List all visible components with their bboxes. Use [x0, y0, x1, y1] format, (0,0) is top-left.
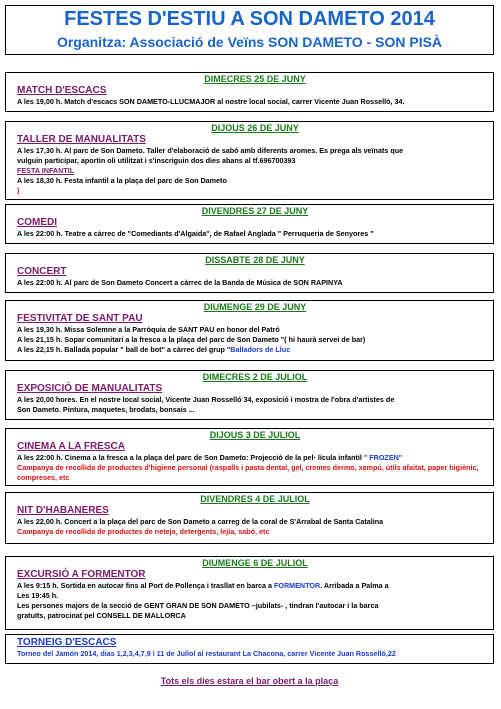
event-line: gratuïts, patrocinat pel CONSELL DE MALLORCA [17, 611, 186, 620]
event-line: A les 21,15 h. Sopar comunitari a la fresca a la plaça del parc de Son Dameto "( hi haurà servei de bar) [17, 335, 366, 344]
event-title: CINEMA A LA FRESCA [17, 441, 125, 452]
event-day: DIMECRES 25 DE JUNY [204, 74, 306, 84]
event-title: EXCURSIÓ A FORMENTOR [17, 569, 146, 580]
event-line-text: A les 9:15 h. Sortida en autocar fins al Port de Pollença i trasllat en barca a [17, 581, 274, 590]
event-line [17, 581, 493, 591]
event-box [5, 556, 494, 630]
event-day: DIJOUS 3 DE JULIOL [209, 430, 301, 440]
event-line: A les 19,30 h. Missa Solemne a la Parròquia de SANT PAU en honor del Patró [17, 325, 280, 334]
event-line: A les 22,00 h. Concert a la plaça del parc de Son Dameto a carreg de la coral de S'Arrabal de Santa Catalina [17, 517, 384, 526]
event-title: CONCERT [17, 266, 67, 277]
event-line: A les 17,30 h. Al parc de Son Dameto. Taller d'elaboració de sabó amb diferents aromes. Es prega als veïnats que [17, 146, 404, 155]
event-line [17, 453, 493, 463]
event-line-text: . Arribada a Palma a [320, 581, 389, 590]
event-campaign: Campanya de recollida de productes d'higiene personal (raspalls i pasta dental, gel, cremes dermo, xampú, útils afaitat, paper higiènic, compreses, etc [17, 463, 479, 482]
event-line: A les 22:00 h. Teatre a càrrec de "Comediants d'Algaida", de Rafael Anglada " Perruqueria de Senyores " [17, 229, 374, 238]
event-line: Les persones majors de la secció de GENT GRAN DE SON DAMETO –jubilats- , tindran l'autocar i la barca [17, 601, 379, 610]
event-day: DIVENDRES 27 DE JUNY [201, 206, 309, 216]
page-subtitle: Organitza: Associació de Veïns SON DAMETO - SON PISÀ [56, 34, 443, 50]
event-day: DIJOUS 26 DE JUNY [211, 123, 299, 133]
event-highlight: Balladors de Lluc [230, 345, 291, 354]
event-box [5, 492, 494, 544]
event-line: A les 20,00 hores. En el nostre local social, Vicente Juan Rosselló 34, exposició i mostra de l'obra d'artistes de [17, 395, 395, 404]
event-line: A les 18,30 h. Festa infantil a la plaça del parc de Son Dameto [17, 176, 227, 185]
event-line: Son Dameto. Pintura, maquetes, brodats, bonsais ... [17, 405, 195, 414]
header-box [5, 5, 494, 55]
event-box [5, 72, 494, 112]
page-title: FESTES D'ESTIU A SON DAMETO 2014 [64, 8, 435, 30]
event-box [5, 634, 494, 664]
event-day: DIVENDRES 4 DE JULIOL [200, 494, 310, 504]
event-box [5, 300, 494, 361]
event-title: TORNEIG D'ESCACS [17, 637, 117, 648]
event-highlight: FORMENTOR [273, 581, 321, 590]
event-day: DIUMENGE 29 DE JUNY [203, 302, 307, 312]
event-title: COMEDI [17, 217, 57, 228]
event-line-text: A les 22,15 h. Ballada popular " ball de bot" a càrrec del grup " [17, 345, 231, 354]
event-line: Les 19:45 h. [17, 591, 59, 600]
event-line: A les 19,00 h. Match d'escacs SON DAMETO-LLUCMAJOR al nostre local social, carrer Vicente Juan Rosselló, 34. [17, 97, 405, 106]
event-note: ) [17, 186, 20, 195]
event-line-text: A les 22:00 h. Cinema a la fresca a la plaça del parc de Son Dameto: Projecció de la pel· lícula infantil [17, 453, 364, 462]
event-title: FESTIVITAT DE SANT PAU [17, 313, 143, 324]
event-line: A les 22:00 h. Al parc de Son Dameto Concert a càrrec de la Banda de Música de SON RAPINYA [17, 278, 343, 287]
footer-note: Tots els dies estara el bar obert a la plaça [160, 676, 339, 686]
event-box [5, 253, 494, 293]
event-title: NIT D'HABANERES [17, 505, 109, 516]
event-box [5, 204, 494, 244]
event-line [17, 345, 493, 355]
event-day: DIUMENGE 6 DE JULIOL [202, 558, 308, 568]
event-title: MATCH D'ESCACS [17, 85, 107, 96]
event-title: EXPOSICIÓ DE MANUALITATS [17, 383, 163, 394]
event-highlight: " FROZEN" [363, 453, 403, 462]
event-day: DISSABTE 28 DE JUNY [205, 255, 305, 265]
event-subtitle: FESTA INFANTIL [17, 166, 75, 175]
event-line: Torneo del Jamón 2014, dias 1,2,3,4,7,9 i 11 de Julíol al restaurant La Chacona, carrer Vicente Juan Rosselló,22 [17, 649, 396, 658]
event-box [5, 121, 494, 200]
event-box [5, 370, 494, 420]
event-day: DIMECRES 2 DE JULIOL [202, 372, 308, 382]
event-box [5, 428, 494, 486]
event-campaign: Campanya de recollida de productes de neteja, detergents, lejía, sabó, etc [17, 527, 270, 536]
event-line: vulguin participar, aportin oli utilitzat i s'inscriguin dos dies abans al tf.696700393 [17, 156, 296, 165]
event-title: TALLER DE MANUALITATS [17, 134, 146, 145]
